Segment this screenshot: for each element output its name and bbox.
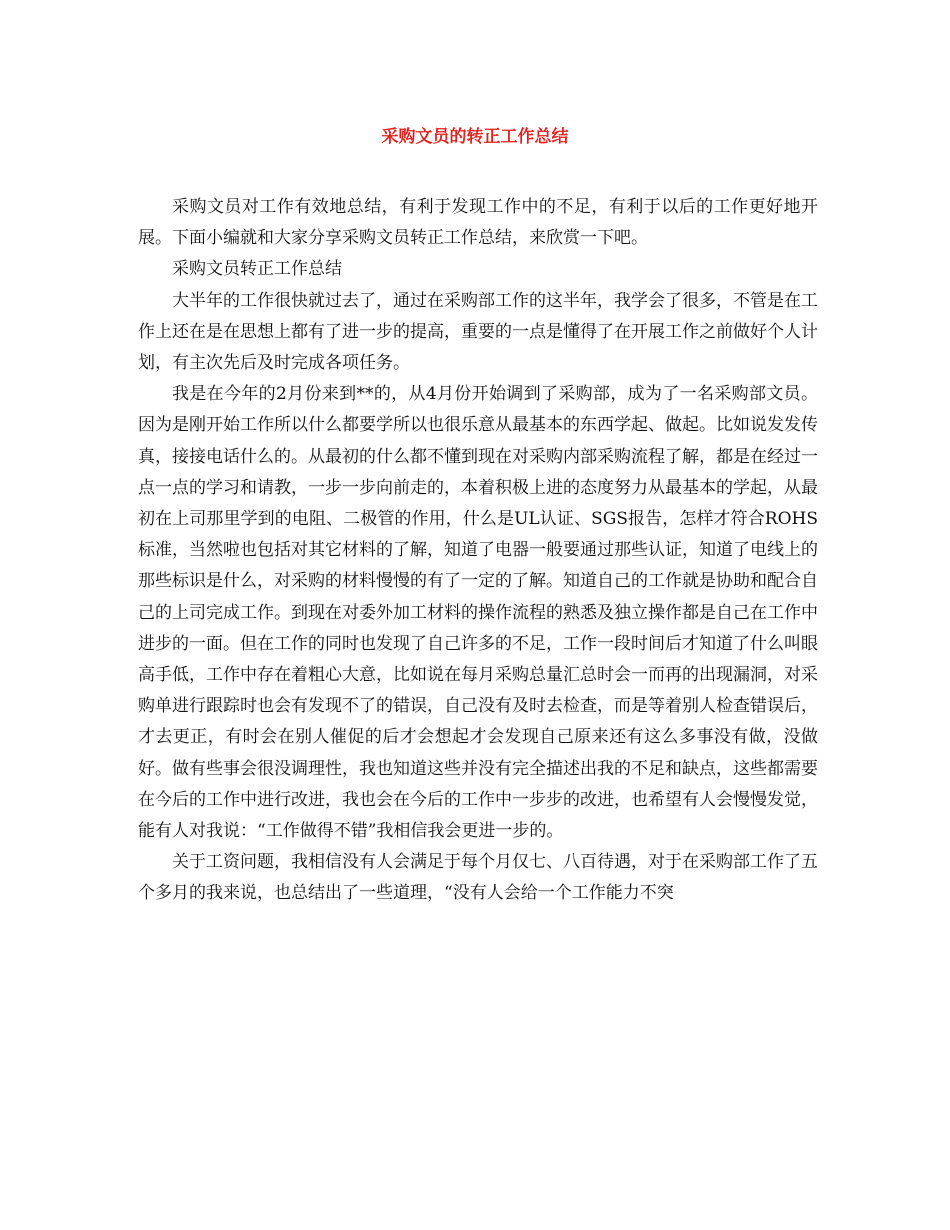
paragraph-salary: 关于工资问题，我相信没有人会满足于每个月仅七、八百待遇，对于在采购部工作了五个多月的我来说，也总结出了一些道理，“没有人会给一个工作能力不突	[138, 852, 818, 904]
paragraph-overview: 大半年的工作很快就过去了，通过在采购部工作的这半年，我学会了很多，不管是在工作上还在是在思想上都有了进一步的提高，重要的一点是懂得了在开展工作之前做好个人计划，有主次先后及时完成各项任务。	[138, 290, 818, 374]
paragraph-subheading: 采购文员转正工作总结	[172, 259, 342, 280]
document-title: 采购文员的转正工作总结	[381, 127, 569, 147]
paragraph-experience: 我是在今年的2月份来到**的，从4月份开始调到了采购部，成为了一名采购部文员。因为是刚开始工作所以什么都要学所以也很乐意从最基本的东西学起、做起。比如说发发传真，接接电话什么的。从最初的什么都不懂到现在对采购内部采购流程了解，都是在经过一点一点的学习和请教，一步一步向前走的，本着积极上进的态度努力从最基本的学起，从最初在上司那里学到的电阻、二极管的作用，什么是UL认证、SGS报告，怎样才符合ROHS标准，当然啦也包括对其它材料的了解，知道了电器一般要通过那些认证，知道了电线上的那些标识是什么，对采购的材料慢慢的有了一定的了解。知道自己的工作就是协助和配合自己的上司完成工作。到现在对委外加工材料的操作流程的熟悉及独立操作都是自己在工作中进步的一面。但在工作的同时也发现了自己许多的不足，工作一段时间后才知道了什么叫眼高手低，工作中存在着粗心大意，比如说在每月采购总量汇总时会一而再的出现漏洞，对采购单进行跟踪时也会有发现不了的错误，自己没有及时去检查，而是等着别人检查错误后，才去更正，有时会在别人催促的后才会想起才会发现自己原来还有这么多事没有做，没做好。做有些事会很没调理性，我也知道这些并没有完全描述出我的不足和缺点，这些都需要在今后的工作中进行改进，我也会在今后的工作中一步步的改进，也希望有人会慢慢发觉，能有人对我说：“工作做得不错”我相信我会更进一步的。	[138, 384, 818, 842]
document-body	[138, 192, 818, 910]
paragraph-intro: 采购文员对工作有效地总结，有利于发现工作中的不足，有利于以后的工作更好地开展。下面小编就和大家分享采购文员转正工作总结，来欣赏一下吧。	[138, 197, 818, 249]
